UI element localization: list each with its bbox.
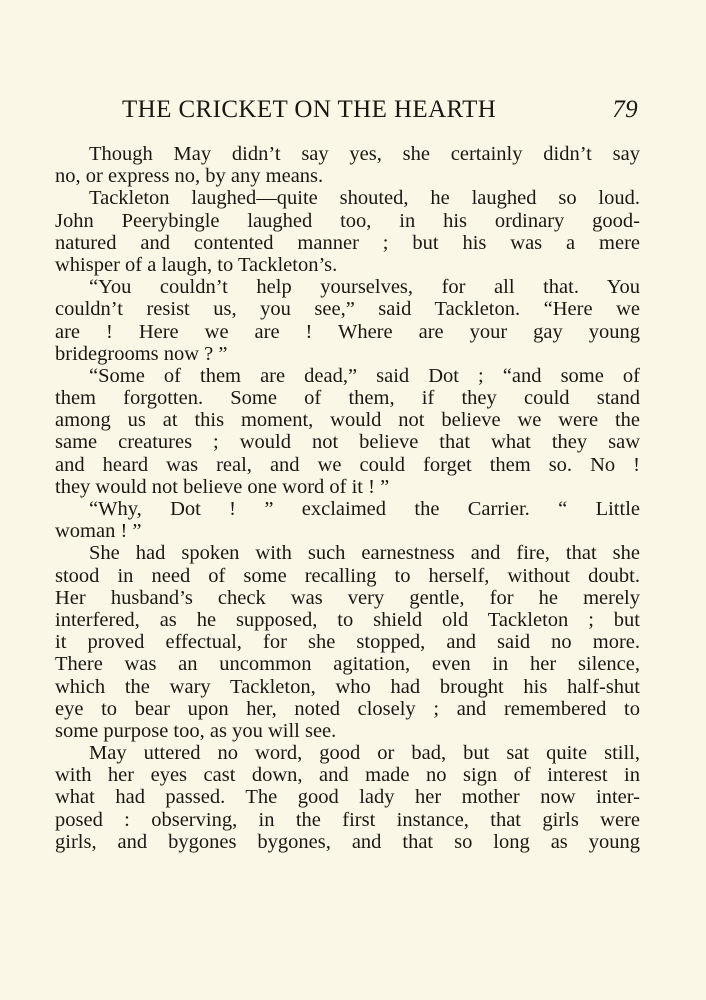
running-title: THE CRICKET ON THE HEARTH [122,96,497,123]
text-line: “You couldn’t help yourselves, for all that. You [89,276,640,299]
text-line: “Some of them are dead,” said Dot ; “and some of [89,364,640,387]
text-line: among us at this moment, would not believe we were the [55,409,640,432]
text-line: Tackleton laughed—quite shouted, he laughed so loud. [89,187,640,210]
text-line: no, or express no, by any means. [55,165,324,188]
text-line: natured and contented manner ; but his was a mere [55,231,640,254]
text-line: eye to bear upon her, noted closely ; and remembered to [55,697,640,720]
text-line: it proved effectual, for she stopped, and said no more. [55,631,640,654]
text-line: stood in need of some recalling to herself, without doubt. [55,564,640,587]
text-line: same creatures ; would not believe that what they saw [55,431,640,454]
text-line: couldn’t resist us, you see,” said Tackleton. “Here we [55,298,640,321]
text-line: She had spoken with such earnestness and fire, that she [89,542,640,565]
text-line: whisper of a laugh, to Tackleton’s. [55,253,338,276]
text-line: Her husband’s check was very gentle, for he merely [55,586,640,609]
text-line: There was an uncommon agitation, even in her silence, [55,653,640,676]
running-head [88,96,640,126]
body-text [55,143,640,853]
text-line: are ! Here we are ! Where are your gay young [55,320,640,343]
text-line: May uttered no word, good or bad, but sat quite still, [89,742,640,765]
text-line: “Why, Dot ! ” exclaimed the Carrier. “ Little [89,498,640,520]
text-line: what had passed. The good lady her mother now inter- [55,786,640,809]
text-line: Though May didn’t say yes, she certainly didn’t say [89,143,640,165]
text-line: which the wary Tackleton, who had brought his half-shut [55,675,640,698]
text-line: with her eyes cast down, and made no sign of interest in [55,764,640,787]
text-line: and heard was real, and we could forget them so. No ! [55,453,640,476]
text-line: bridegrooms now ? ” [55,342,228,365]
text-line: some purpose too, as you will see. [55,719,337,742]
text-line: John Peerybingle laughed too, in his ordinary good- [55,209,640,232]
text-line: interfered, as he supposed, to shield old Tackleton ; but [55,608,640,631]
text-line: posed : observing, in the first instance, that girls were [55,808,640,831]
text-line: girls, and bygones bygones, and that so long as young [55,830,640,853]
text-line: woman ! ” [55,520,142,543]
text-line: they would not believe one word of it ! ” [55,475,390,498]
page-number: 79 [612,96,638,123]
text-line: them forgotten. Some of them, if they could stand [55,387,640,410]
